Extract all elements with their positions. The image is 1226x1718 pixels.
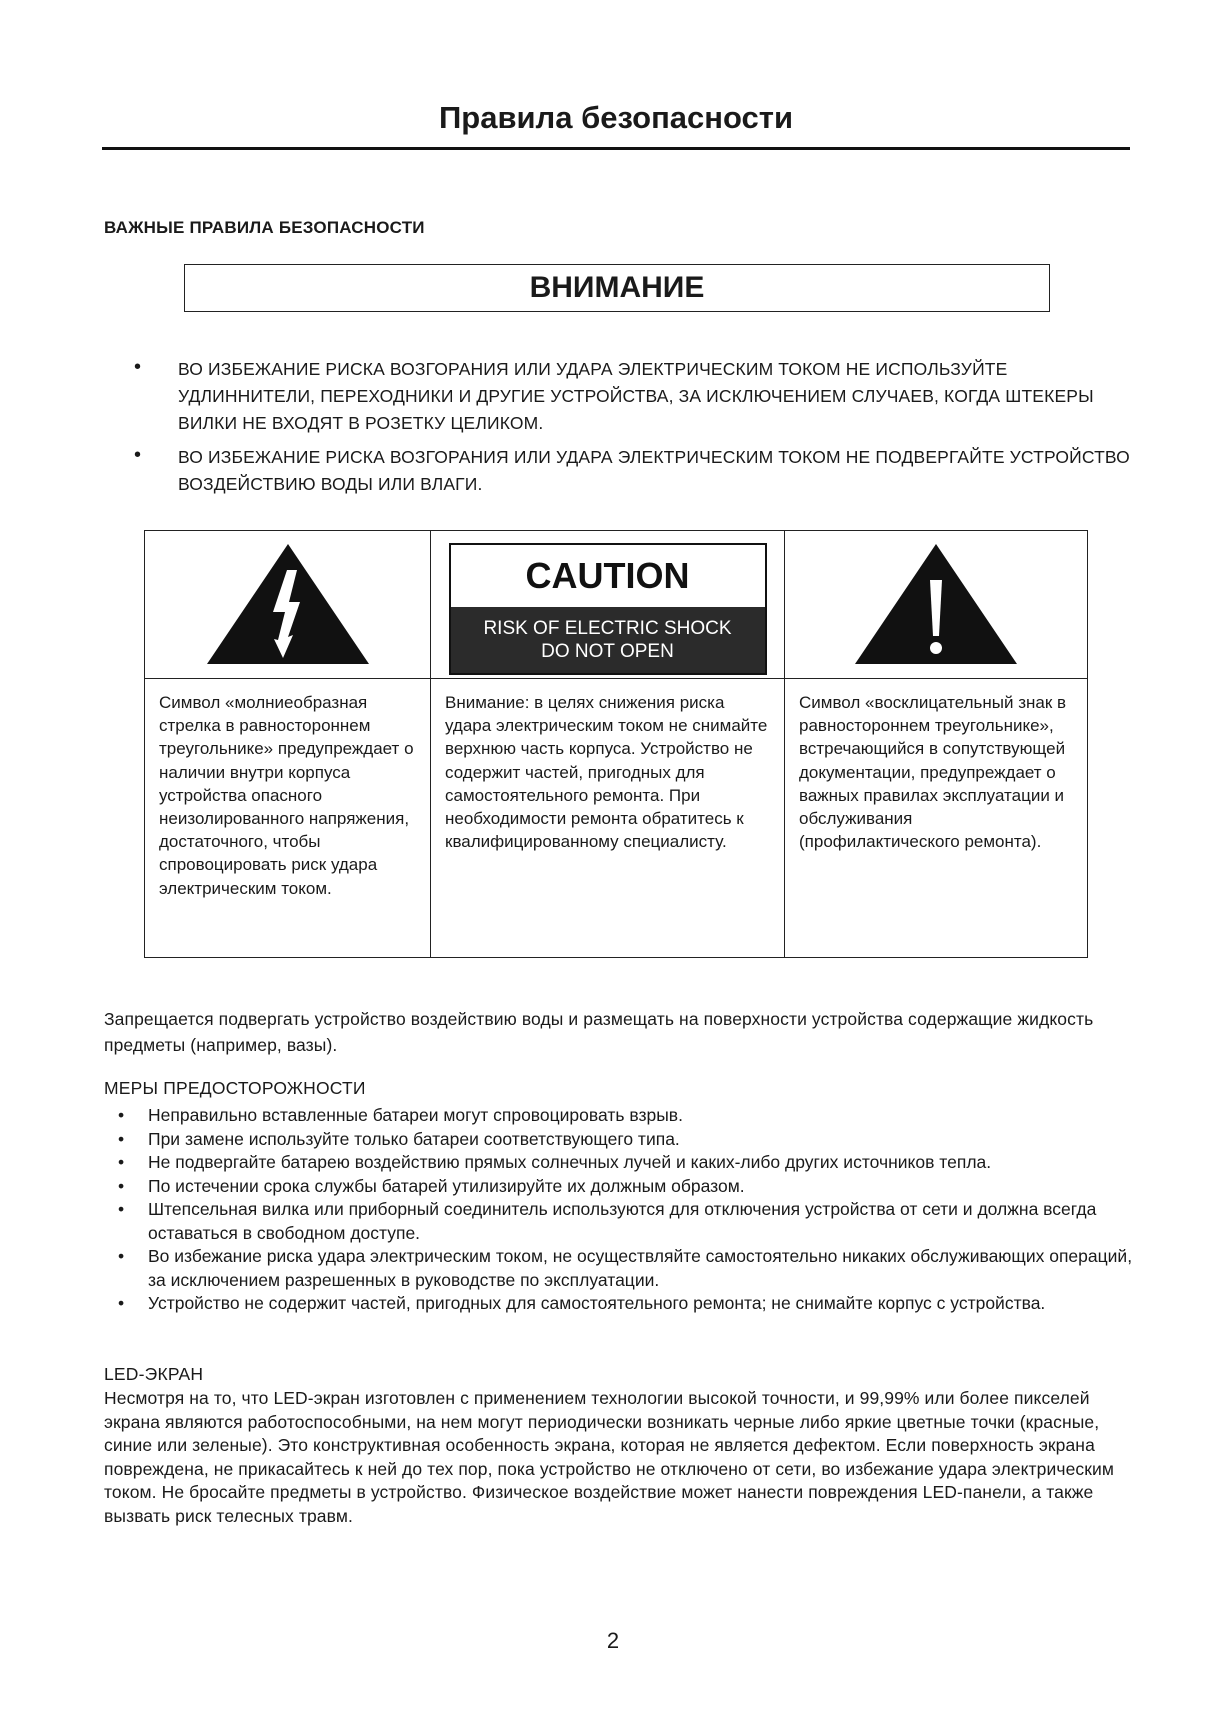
symbol-cell bbox=[145, 531, 430, 678]
attention-label: ВНИМАНИЕ bbox=[529, 271, 705, 304]
page-title: Правила безопасности bbox=[438, 100, 794, 135]
table-row-divider bbox=[145, 678, 1087, 679]
caution-line-2: DO NOT OPEN bbox=[541, 640, 674, 662]
list-item bbox=[118, 1292, 1148, 1316]
precaution-text: Неправильно вставленные батареи могут спровоцировать взрыв. bbox=[148, 1105, 683, 1125]
lightning-triangle-icon bbox=[203, 540, 373, 670]
warning-item bbox=[132, 356, 1132, 437]
safety-symbols-table bbox=[144, 530, 1088, 958]
lightning-symbol-description: Символ «молниеобразная стрелка в равностороннем треугольнике» предупреждает о наличии внутри корпуса устройства опасного неизолированного напряжения, достаточного, чтобы спровоцировать риск удара электрическим током. bbox=[159, 693, 414, 898]
precaution-text: Во избежание риска удара электрическим током, не осуществляйте самостоятельно никаких обслуживающих операций, за исключением разрешенных в руководстве по эксплуатации. bbox=[148, 1246, 1133, 1290]
precaution-text: По истечении срока службы батарей утилизируйте их должным образом. bbox=[148, 1175, 745, 1196]
title-divider bbox=[102, 147, 1130, 150]
list-item bbox=[118, 1151, 1148, 1175]
bullet-icon: • bbox=[118, 1199, 125, 1219]
led-heading: LED-ЭКРАН bbox=[104, 1364, 204, 1384]
caution-title: CAUTION bbox=[525, 554, 690, 596]
exclamation-triangle-icon bbox=[851, 540, 1021, 670]
bullet-icon: • bbox=[118, 1152, 125, 1172]
symbol-cell bbox=[785, 531, 1087, 678]
list-item bbox=[118, 1104, 1148, 1128]
symbol-column-exclamation bbox=[784, 531, 1087, 957]
led-paragraph: Несмотря на то, что LED-экран изготовлен с применением технологии высокой точности, и 99,99% или более пикселей экрана являются работоспособными, на нем могут периодически возникать черные либо яркие цветные точки (красные, синие или зеленые). Это конструктивная особенность экрана, которая не является дефектом. Если поверхность экрана повреждена, не прикасайтесь к ней до тех пор, пока устройство не отключено от сети, во избежание удара электрическим током. Не бросайте предметы в устройство. Физическое воздействие может нанести повреждения LED-панели, а также вызвать риск телесных травм. bbox=[104, 1388, 1115, 1526]
warning-item bbox=[132, 444, 1132, 498]
bullet-icon: • bbox=[118, 1246, 125, 1266]
symbol-cell bbox=[431, 531, 784, 678]
list-item bbox=[118, 1128, 1148, 1152]
warning-list bbox=[132, 356, 1132, 505]
bullet-icon: • bbox=[118, 1175, 125, 1196]
list-item bbox=[118, 1198, 1148, 1245]
caution-line-1: RISK OF ELECTRIC SHOCK bbox=[483, 617, 732, 639]
bullet-icon: • bbox=[118, 1105, 125, 1125]
warning-text: ВО ИЗБЕЖАНИЕ РИСКА ВОЗГОРАНИЯ ИЛИ УДАРА ЭЛЕКТРИЧЕСКИМ ТОКОМ НЕ ПОДВЕРГАЙТЕ УСТРОЙСТВО ВОЗДЕЙСТВИЮ ВОДЫ ИЛИ ВЛАГИ. bbox=[178, 447, 1130, 494]
page-number: 2 bbox=[606, 1628, 620, 1653]
precaution-text: При замене используйте только батареи соответствующего типа. bbox=[148, 1128, 680, 1149]
precaution-text: Не подвергайте батарею воздействию прямых солнечных лучей и каких-либо других источников тепла. bbox=[148, 1152, 992, 1172]
caution-symbol-description: Внимание: в целях снижения риска удара электрическим током не снимайте верхнюю часть корпуса. Устройство не содержит частей, пригодных для самостоятельного ремонта. При необходимости ремонта обратитесь к квалифицированному специалисту. bbox=[445, 693, 768, 852]
caution-sign bbox=[449, 543, 767, 675]
warning-text: ВО ИЗБЕЖАНИЕ РИСКА ВОЗГОРАНИЯ ИЛИ УДАРА ЭЛЕКТРИЧЕСКИМ ТОКОМ НЕ ИСПОЛЬЗУЙТЕ УДЛИННИТЕЛИ, ПЕРЕХОДНИКИ И ДРУГИЕ УСТРОЙСТВА, ЗА ИСКЛЮЧЕНИЕМ СЛУЧАЕВ, КОГДА ШТЕКЕРЫ ВИЛКИ НЕ ВХОДЯТ В РОЗЕТКУ ЦЕЛИКОМ. bbox=[178, 359, 1094, 433]
bullet-icon: • bbox=[134, 444, 142, 466]
bullet-icon: • bbox=[118, 1293, 125, 1313]
exclamation-symbol-description: Символ «восклицательный знак в равностороннем треугольнике», встречающийся в сопутствующей документации, предупреждает о важных правилах эксплуатации и обслуживания (профилактического ремонта). bbox=[799, 693, 1067, 852]
list-item bbox=[118, 1245, 1148, 1292]
section-heading: ВАЖНЫЕ ПРАВИЛА БЕЗОПАСНОСТИ bbox=[104, 218, 425, 237]
precaution-text: Устройство не содержит частей, пригодных для самостоятельного ремонта; не снимайте корпус с устройства. bbox=[148, 1293, 1046, 1313]
symbol-column-caution bbox=[430, 531, 784, 957]
attention-banner bbox=[184, 264, 1050, 312]
caution-band bbox=[451, 607, 765, 673]
water-note: Запрещается подвергать устройство воздействию воды и размещать на поверхности устройства содержащие жидкость предметы (например, вазы). bbox=[104, 1009, 1094, 1055]
precautions-list bbox=[118, 1104, 1148, 1316]
list-item bbox=[118, 1175, 1148, 1199]
precautions-heading: МЕРЫ ПРЕДОСТОРОЖНОСТИ bbox=[104, 1078, 366, 1098]
bullet-icon: • bbox=[134, 356, 142, 378]
symbol-column-lightning bbox=[145, 531, 430, 957]
bullet-icon: • bbox=[118, 1128, 125, 1149]
precaution-text: Штепсельная вилка или приборный соединитель используются для отключения устройства от сети и должна всегда оставаться в свободном доступе. bbox=[148, 1199, 1097, 1243]
